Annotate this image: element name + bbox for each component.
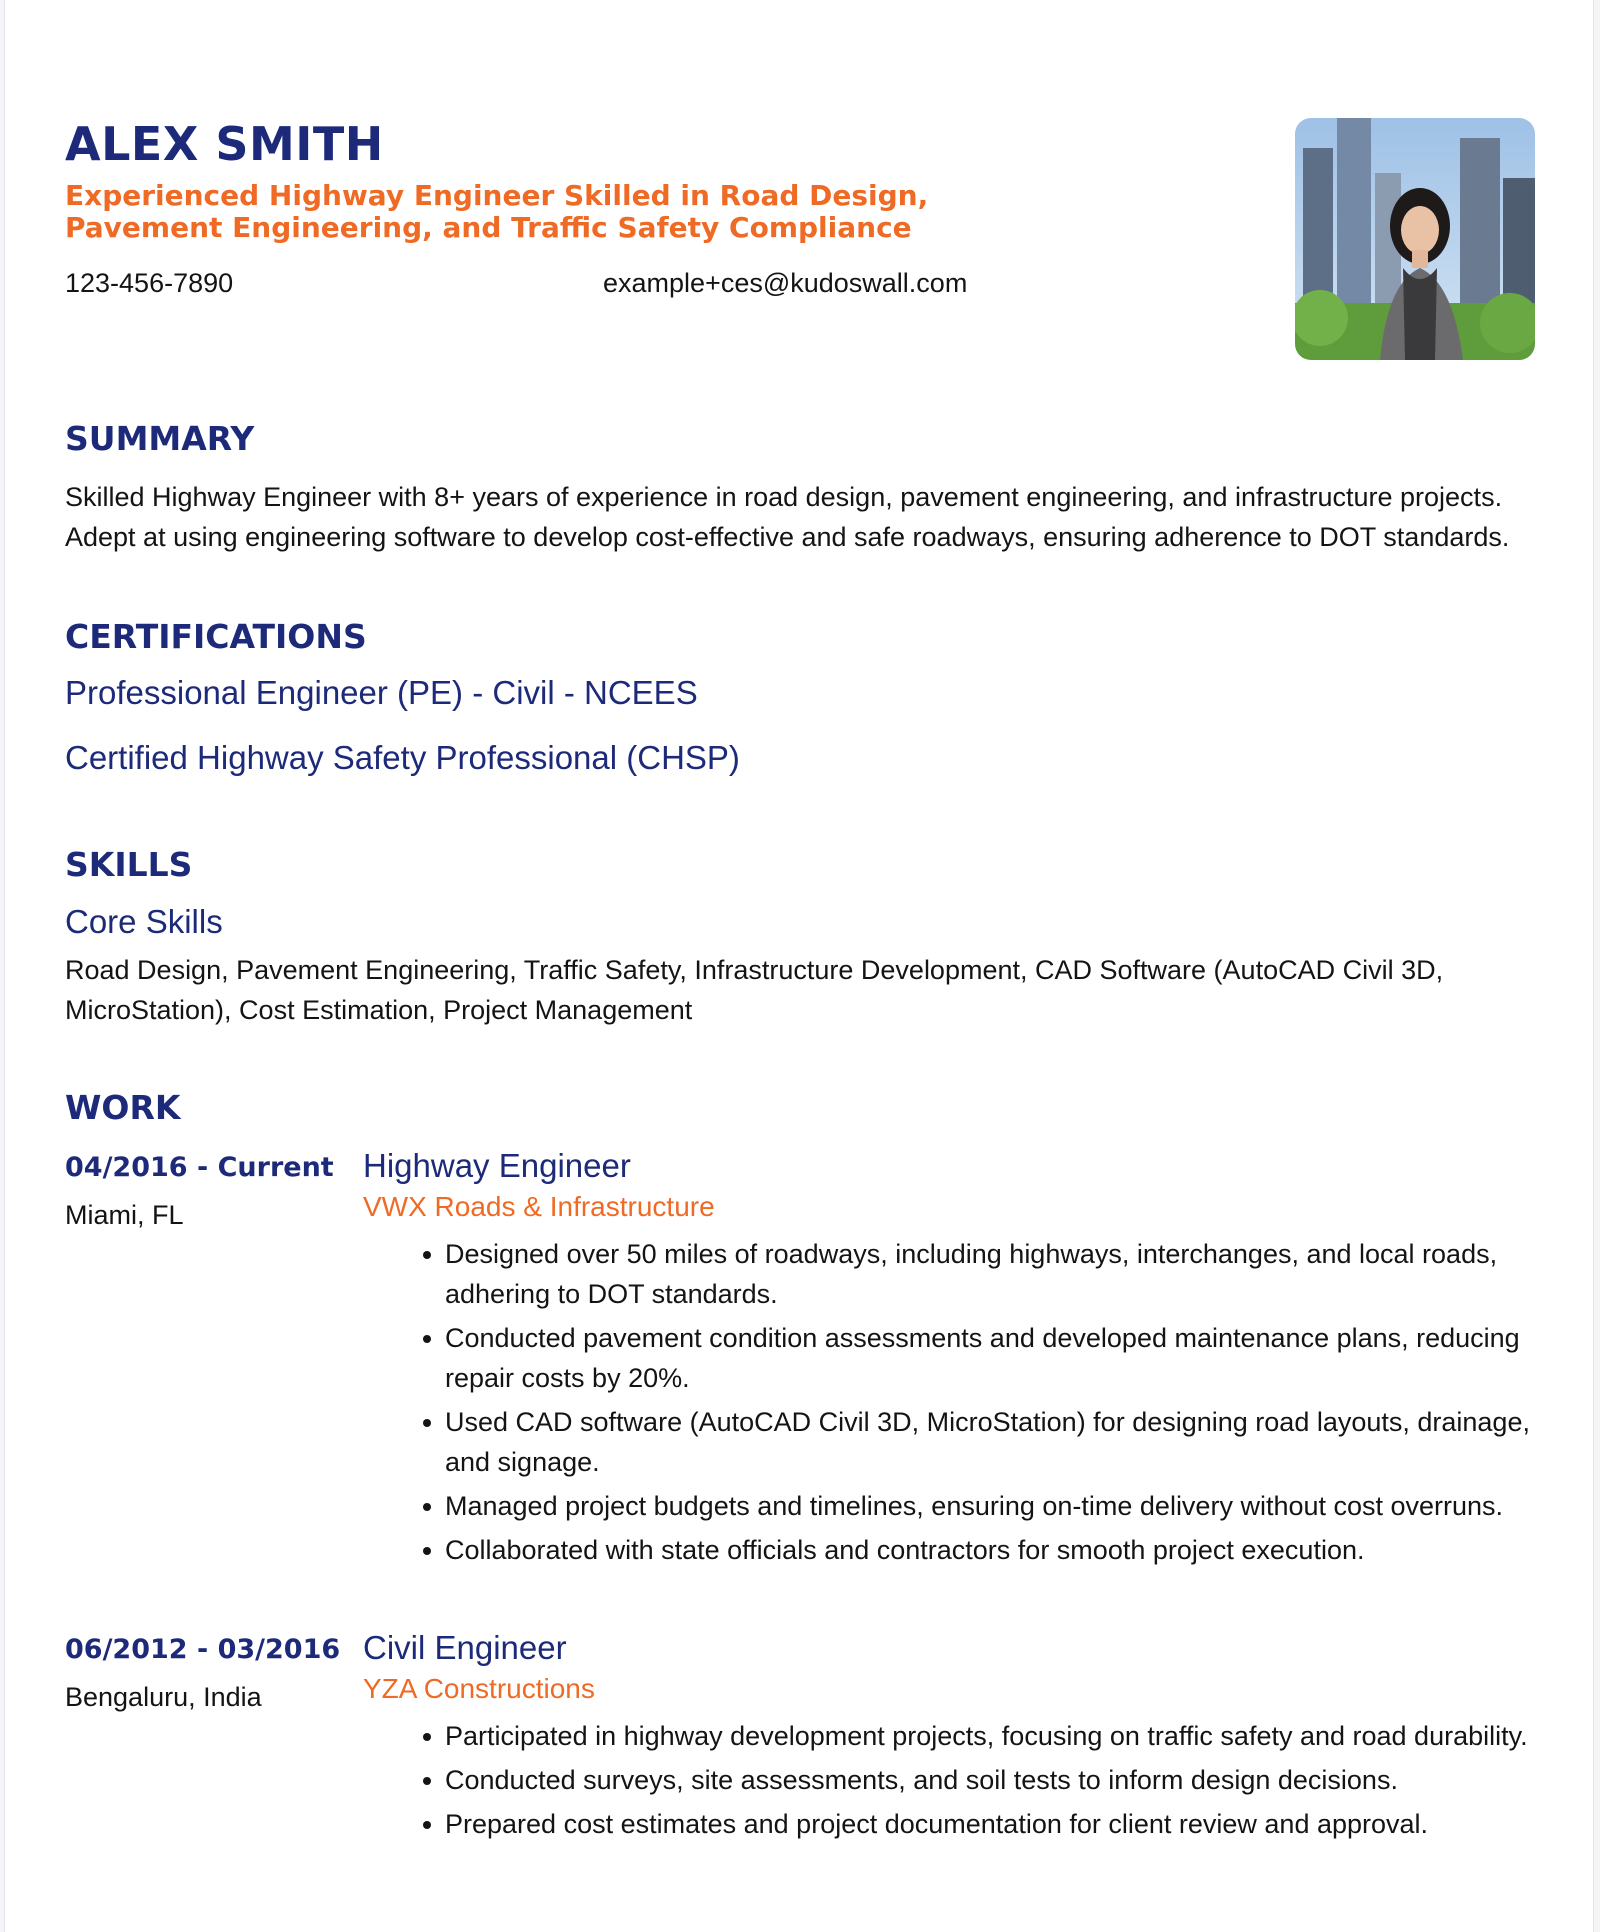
certification-item: Certified Highway Safety Professional (CHSP) [65, 739, 740, 776]
profile-photo-image [1295, 118, 1535, 360]
job-dates: 06/2012 - 03/2016 [65, 1634, 341, 1665]
job-bullet: Managed project budgets and timelines, ensuring on-time delivery without cost overruns. [445, 1486, 1555, 1526]
job-bullet-list [445, 1716, 1555, 1848]
certification-item: Professional Engineer (PE) - Civil - NCEES [65, 674, 698, 711]
job-company: YZA Constructions [363, 1673, 595, 1704]
job-bullet: Conducted pavement condition assessments and developed maintenance plans, reducing repair costs by 20%. [445, 1318, 1555, 1398]
profile-photo [1295, 118, 1535, 360]
email-address: example+ces@kudoswall.com [603, 268, 968, 298]
job-company: VWX Roads & Infrastructure [363, 1191, 715, 1222]
job-dates: 04/2016 - Current [65, 1152, 334, 1183]
job-title: Highway Engineer [363, 1147, 631, 1184]
job-bullet-list [445, 1234, 1555, 1574]
resume-page [4, 0, 1594, 1932]
skills-text: Road Design, Pavement Engineering, Traffic Safety, Infrastructure Development, CAD Software (AutoCAD Civil 3D, MicroStation), Cost Estimation, Project Management [65, 955, 1444, 1025]
job-bullet: Collaborated with state officials and contractors for smooth project execution. [445, 1530, 1555, 1570]
summary-heading: SUMMARY [65, 419, 255, 458]
job-bullet: Conducted surveys, site assessments, and soil tests to inform design decisions. [445, 1760, 1555, 1800]
job-location: Miami, FL [65, 1200, 184, 1230]
candidate-name: ALEX SMITH [65, 117, 384, 171]
job-bullet: Prepared cost estimates and project documentation for client review and approval. [445, 1804, 1555, 1844]
skills-subheading: Core Skills [65, 903, 223, 940]
summary-text: Skilled Highway Engineer with 8+ years of experience in road design, pavement engineering, and infrastructure projects. Adept at using engineering software to develop cost-effective and safe roadways, ensuring adherence to DOT standards. [65, 482, 1510, 552]
job-location: Bengaluru, India [65, 1682, 262, 1712]
work-heading: WORK [65, 1088, 181, 1127]
job-bullet: Used CAD software (AutoCAD Civil 3D, MicroStation) for designing road layouts, drainage, and signage. [445, 1402, 1555, 1482]
phone-number: 123-456-7890 [65, 268, 234, 298]
job-bullet: Designed over 50 miles of roadways, including highways, interchanges, and local roads, adhering to DOT standards. [445, 1234, 1555, 1314]
certifications-heading: CERTIFICATIONS [65, 617, 367, 656]
job-bullet: Participated in highway development projects, focusing on traffic safety and road durability. [445, 1716, 1555, 1756]
candidate-tagline: Experienced Highway Engineer Skilled in Road Design, Pavement Engineering, and Traffic Safety Compliance [65, 179, 929, 244]
job-title: Civil Engineer [363, 1629, 567, 1666]
skills-heading: SKILLS [65, 845, 193, 884]
